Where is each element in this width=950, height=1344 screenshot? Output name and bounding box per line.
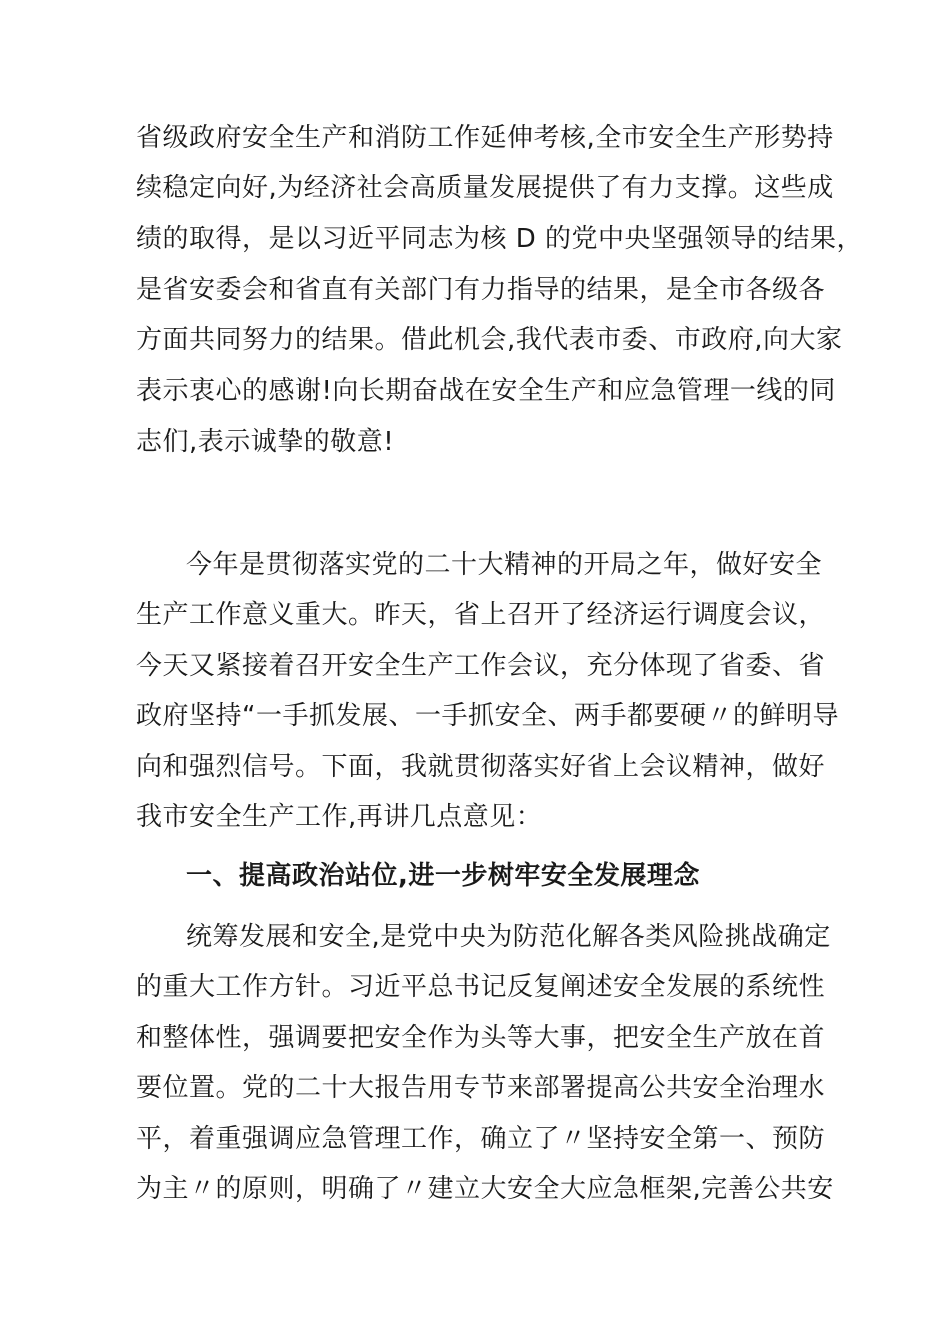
paragraph3-line-2: 的重大工作方针。习近平总书记反复阐述安全发展的系统性 bbox=[136, 972, 826, 1002]
paragraph2-line-3: 今天又紧接着召开安全生产工作会议，充分体现了省委、省 bbox=[136, 651, 826, 681]
paragraph3-line-6: 为主〃的原则，明确了〃建立大安全大应急框架,完善公共安 bbox=[136, 1174, 834, 1204]
paragraph1-line-5: 方面共同努力的结果。借此机会,我代表市委、市政府,向大家 bbox=[136, 325, 843, 355]
paragraph1-line-4: 是省安委会和省直有关部门有力指导的结果，是全市各级各 bbox=[136, 275, 826, 305]
paragraph2-line-5: 向和强烈信号。下面，我就贯彻落实好省上会议精神，做好 bbox=[136, 752, 826, 782]
paragraph2-line-1: 今年是贯彻落实党的二十大精神的开局之年，做好安全 bbox=[186, 550, 823, 580]
paragraph1-line-2: 续稳定向好,为经济社会高质量发展提供了有力支撑。这些成 bbox=[136, 173, 834, 203]
paragraph3-line-1: 统筹发展和安全,是党中央为防范化解各类风险挑战确定 bbox=[186, 922, 831, 952]
section-heading-1: 一、提高政治站位,进一步树牢安全发展理念 bbox=[186, 861, 700, 891]
paragraph1-line-7: 志们,表示诚挚的敬意! bbox=[136, 427, 395, 457]
paragraph1-line-6: 表示衷心的感谢!向长期奋战在安全生产和应急管理一线的同 bbox=[136, 376, 836, 406]
paragraph2-line-2: 生产工作意义重大。昨天，省上召开了经济运行调度会议， bbox=[136, 600, 826, 630]
paragraph1-line-3: 绩的取得，是以习近平同志为核 D 的党中央坚强领导的结果， bbox=[136, 224, 864, 254]
paragraph3-line-3: 和整体性，强调要把安全作为头等大事，把安全生产放在首 bbox=[136, 1023, 826, 1053]
paragraph2-line-4: 政府坚持“一手抓发展、一手抓安全、两手都要硬〃的鲜明导 bbox=[136, 701, 839, 731]
paragraph2-line-6: 我市安全生产工作,再讲几点意见： bbox=[136, 802, 543, 832]
paragraph3-line-5: 平，着重强调应急管理工作，确立了〃坚持安全第一、预防 bbox=[136, 1124, 826, 1154]
paragraph1-line-1: 省级政府安全生产和消防工作延伸考核,全市安全生产形势持 bbox=[136, 123, 834, 153]
paragraph3-line-4: 要位置。党的二十大报告用专节来部署提高公共安全治理水 bbox=[136, 1073, 826, 1103]
